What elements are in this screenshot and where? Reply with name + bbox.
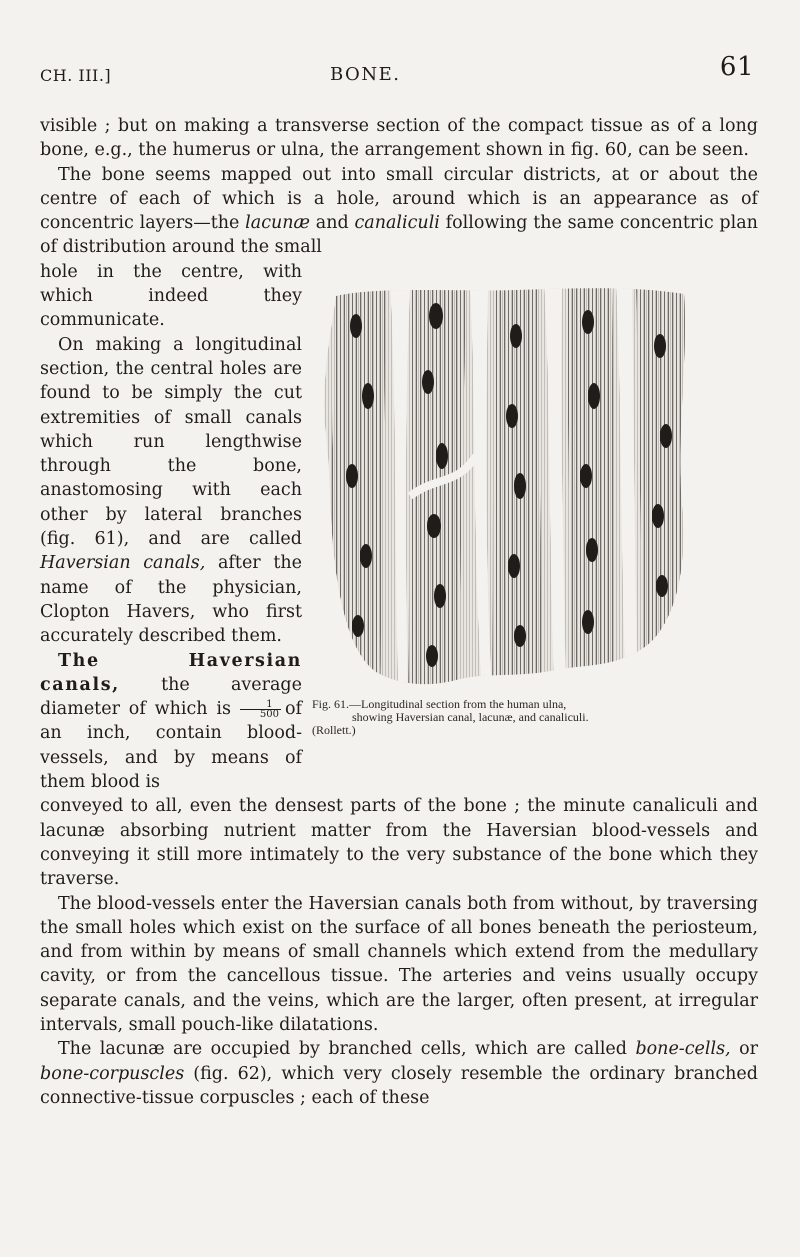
bone-tissue	[316, 286, 692, 696]
term-haversian-canals: Haversian canals,	[40, 553, 206, 574]
caption-line-3: (Rollett.)	[312, 723, 356, 737]
page-number: 61	[719, 52, 754, 82]
chapter-label: CH. III.]	[40, 66, 112, 85]
paragraph-2-text-a: The bone seems mapped out into small circular districts, at or about the centre of each of which is a hole, around which is an appearance as of concentric layers—the	[40, 164, 758, 234]
paragraph-6	[40, 1037, 758, 1110]
section-heading-haversian: The Haversian canals,	[40, 650, 302, 695]
term-bone-cells: bone-cells,	[635, 1039, 731, 1060]
paragraph-4-continued	[40, 794, 758, 891]
paragraph-2-text-c: hole in the centre, with which indeed they communicate.	[40, 261, 302, 331]
caption-line-1: Fig. 61.—Longitudinal section from the human ulna,	[312, 697, 567, 711]
paragraph-4-text-b: of an inch, contain blood-vessels, and by means of them blood is	[40, 699, 302, 793]
running-header	[40, 52, 758, 92]
paragraph-6-text-b: (fig. 62), which very closely resemble the ordinary branched connective-tissue corpuscles ; each of these	[40, 1063, 758, 1108]
term-lacunae: lacunæ	[245, 213, 310, 234]
fraction	[240, 700, 281, 719]
paragraph-6-or: or	[739, 1039, 758, 1060]
caption-line-2: showing Haversian canal, lacunæ, and canaliculi.	[352, 710, 589, 724]
running-title: BONE.	[330, 64, 401, 85]
paragraph-4-text-c: conveyed to all, even the densest parts of the bone ; the minute canaliculi and lacunæ absorbing nutrient matter from the Haversian blood-vessels and conveying it still more intimately to the very substance of the bone which they traverse.	[40, 796, 758, 890]
paragraph-3-text-b: after the name of the physician, Clopton Havers, who first accurately described them.	[40, 553, 302, 647]
paragraph-5-text: The blood-vessels enter the Haversian canals both from without, by traversing the small holes which exist on the surface of all bones beneath the periosteum, and from within by means of small channels which extend from the medullary cavity, or from the cancellous tissue. The arteries and veins usually occupy separate canals, and the veins, which are the larger, often present, at irregular intervals, small pouch-like dilatations.	[40, 893, 758, 1035]
figure-caption	[312, 698, 758, 737]
term-canaliculi: canaliculi	[354, 213, 440, 234]
paragraph-6-text-a: The lacunæ are occupied by branched cells, which are called	[58, 1039, 627, 1060]
paragraph-2	[40, 163, 758, 260]
fraction-numerator: 1	[240, 700, 281, 710]
bone-section-illustration	[316, 286, 692, 696]
paragraph-2-continued	[40, 260, 302, 333]
paragraph-2-and: and	[315, 213, 349, 234]
paragraph-4-text-a: the average diameter of which is	[40, 674, 302, 720]
paragraph-3-text-a: On making a longitudinal section, the central holes are found to be simply the cut extremities of small canals which run lengthwise through the bone, anastomosing with each other by lateral branches (fig. 61), and are called	[40, 334, 302, 550]
term-bone-corpuscles: bone-corpuscles	[40, 1063, 185, 1084]
paragraph-2-text-b: following the same concentric plan of distribution around the small	[40, 213, 758, 258]
paragraph-1	[40, 114, 758, 163]
paragraph-1-text: visible ; but on making a transverse section of the compact tissue as of a long bone, e.g., the humerus or ulna, the arrangement shown in fig. 60, can be seen.	[40, 116, 758, 161]
paragraph-3	[40, 333, 302, 649]
fraction-denominator: 500	[259, 709, 279, 721]
figure-61	[312, 286, 758, 742]
paragraph-4	[40, 649, 302, 795]
paragraph-5	[40, 892, 758, 1038]
